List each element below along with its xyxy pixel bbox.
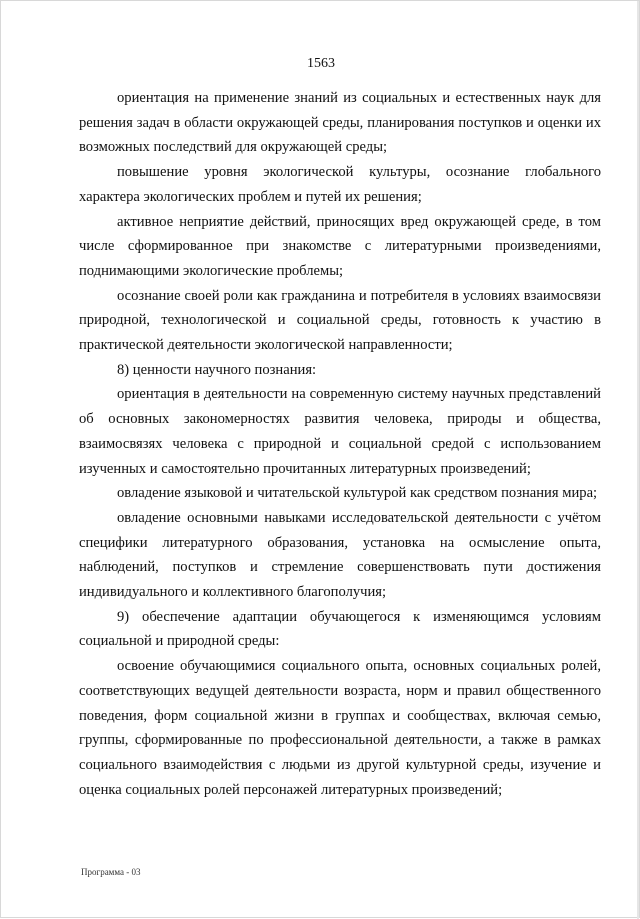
- paragraph-2: повышение уровня экологической культуры, осознание глобального характера экологических проблем и путей их решения;: [79, 164, 601, 205]
- paragraph-10: освоение обучающимися социального опыта, основных социальных ролей, соответствующих ведущей деятельности возраста, норм и правил общественного поведения, форм социальной жизни в группах и сообществах, включая семью, группы, сформированные по профессиональной деятельности, а также в рамках социального взаимодействия с людьми из другой культурной среды, изучение и оценка социальных ролей персонажей литературных произведений;: [79, 658, 601, 798]
- paragraph-6: ориентация в деятельности на современную систему научных представлений об основных закономерностях развития человека, природы и общества, взаимосвязях человека с природной и социальной средой с использованием изученных и самостоятельно прочитанных литературных произведений;: [79, 386, 601, 477]
- page-number: 1563: [307, 56, 335, 71]
- paragraph-3: активное неприятие действий, приносящих вред окружающей среде, в том числе сформированное при знакомстве с литературными произведениями, поднимающими экологические проблемы;: [79, 213, 601, 279]
- page-body: [79, 86, 601, 802]
- paragraph-7: овладение языковой и читательской культурой как средством познания мира;: [117, 485, 598, 502]
- paragraph-8: овладение основными навыками исследовательской деятельности с учётом специфики литературного образования, установка на осмысление опыта, наблюдений, поступков и стремление совершенствовать пути достижения индивидуального и коллективного благополучия;: [79, 509, 601, 601]
- paragraph-4: осознание своей роли как гражданина и потребителя в условиях взаимосвязи природной, технологической и социальной среды, готовность к участию в практической деятельности экологической направленности;: [79, 287, 601, 354]
- section-heading-9: 9) обеспечение адаптации обучающегося к изменяющимся условиям социальной и природной среды:: [79, 608, 601, 650]
- scan-edge: [637, 1, 639, 919]
- paragraph-1: ориентация на применение знаний из социальных и естественных наук для решения задач в области окружающей среды, планирования поступков и оценки их возможных последствий для окружающей среды;: [79, 90, 601, 156]
- section-heading-8: 8) ценности научного познания:: [117, 361, 317, 378]
- footer-note: Программа - 03: [81, 867, 141, 877]
